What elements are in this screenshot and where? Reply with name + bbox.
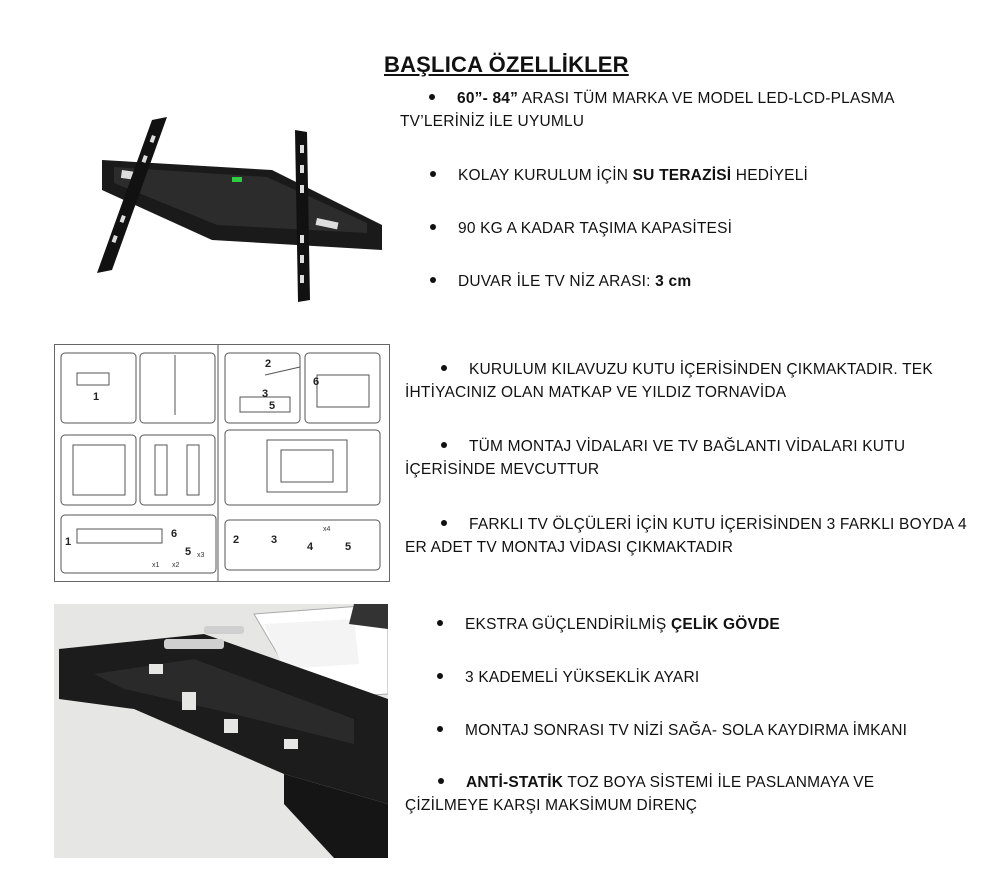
step-number: 6 — [171, 528, 178, 540]
feature-capacity — [430, 217, 732, 240]
step-number: 1 — [93, 391, 100, 403]
feature-text: HEDİYELİ — [731, 167, 809, 184]
feature-text: ÇİZİLMEYE KARŞI MAKSİMUM DİRENÇ — [405, 797, 698, 814]
quantity-label: x2 — [172, 562, 180, 569]
quantity-label: x1 — [152, 562, 160, 569]
bracket-photo-image — [54, 604, 388, 858]
feature-text: KOLAY KURULUM İÇİN — [458, 167, 633, 184]
step-number: 5 — [185, 546, 192, 558]
feature-height — [437, 666, 699, 689]
feature-text: 3 KADEMELİ YÜKSEKLİK AYARI — [465, 669, 700, 686]
feature-text: FARKLI TV ÖLÇÜLERİ İÇİN KUTU İÇERİSİNDEN 3 FARKLI BOYDA 4 — [469, 516, 967, 533]
feature-text: TOZ BOYA SİSTEMİ İLE PASLANMAYA VE — [563, 774, 875, 791]
bullet-icon — [441, 365, 447, 371]
feature-text: TV’LERİNİZ İLE UYUMLU — [400, 113, 585, 130]
feature-sizes — [405, 513, 985, 559]
feature-text: MONTAJ SONRASI TV NİZİ SAĞA- SOLA KAYDIRMA İMKANI — [465, 722, 908, 739]
bullet-icon — [430, 224, 436, 230]
step-number: 2 — [233, 534, 240, 546]
bullet-icon — [441, 442, 447, 448]
bullet-icon — [430, 171, 436, 177]
step-number: 5 — [269, 400, 276, 412]
feature-bold-text: ANTİ-STATİK — [466, 774, 564, 791]
step-number: 5 — [345, 541, 352, 553]
feature-wall-distance — [430, 270, 691, 293]
step-number: 6 — [313, 376, 320, 388]
feature-text: ARASI TÜM MARKA VE MODEL LED-LCD-PLASMA — [518, 90, 895, 107]
feature-text: İÇERİSİNDE MEVCUTTUR — [405, 461, 600, 478]
bullet-icon — [437, 726, 443, 732]
step-number: 4 — [307, 541, 314, 553]
feature-text: TÜM MONTAJ VİDALARI VE TV BAĞLANTI VİDALARI KUTU — [469, 438, 906, 455]
feature-bold-text: SU TERAZİSİ — [632, 167, 732, 184]
bullet-icon — [438, 778, 444, 784]
bullet-icon — [437, 620, 443, 626]
page-title: BAŞLICA ÖZELLİKLER — [384, 52, 629, 77]
feature-text: EKSTRA GÜÇLENDİRİLMİŞ — [465, 616, 671, 633]
feature-size-range: 60”- 84” — [457, 90, 519, 107]
quantity-label: x4 — [323, 526, 331, 533]
feature-bold-text: ÇELİK GÖVDE — [670, 616, 780, 633]
bullet-icon — [430, 277, 436, 283]
feature-text: İHTİYACINIZ OLAN MATKAP VE YILDIZ TORNAVİDA — [405, 384, 787, 401]
feature-text: 90 KG A KADAR TAŞIMA KAPASİTESİ — [458, 220, 733, 237]
feature-screws — [405, 435, 965, 481]
feature-steel — [437, 613, 780, 636]
step-number: 3 — [262, 388, 269, 400]
bullet-icon — [441, 520, 447, 526]
installation-manual-image — [54, 344, 390, 582]
step-number: 1 — [65, 536, 72, 548]
feature-bold-text: 3 cm — [655, 273, 692, 290]
feature-compatibility — [400, 87, 970, 133]
step-number: 3 — [271, 534, 278, 546]
feature-spirit-level — [430, 164, 808, 187]
feature-antistatic — [405, 771, 965, 817]
quantity-label: x3 — [197, 552, 205, 559]
feature-text: DUVAR İLE TV NİZ ARASI: — [458, 273, 656, 290]
bullet-icon — [437, 673, 443, 679]
step-number: 2 — [265, 358, 272, 370]
feature-manual — [405, 358, 965, 404]
feature-text: KURULUM KILAVUZU KUTU İÇERİSİNDEN ÇIKMAKTADIR. TEK — [469, 361, 933, 378]
feature-slide — [437, 719, 907, 742]
feature-text: ER ADET TV MONTAJ VİDASI ÇIKMAKTADIR — [405, 539, 734, 556]
bullet-icon — [429, 94, 435, 100]
bracket-product-image — [62, 105, 387, 305]
